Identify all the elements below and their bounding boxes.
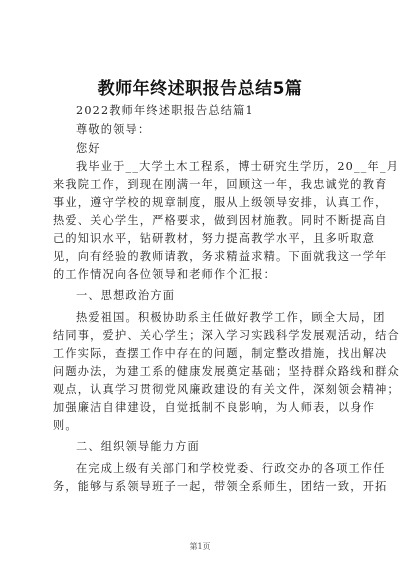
body-line: 观点，认真学习贯彻党风廉政建设的有关文件，深刻领会精神； [53,383,400,396]
greeting: 您好 [76,142,101,155]
body-line: 热爱祖国。积极协助系主任做好教学工作，顾全大局，团 [76,311,386,324]
body-line: 己的知识水平，钻研教材，努力提高教学水平，且多听取意 [53,232,376,245]
body-line: 见，向有经验的教师请教，务求精益求精。下面就我这一学年 [53,250,388,263]
body-line: 在完成上级有关部门和学校党委、行政交办的各项工作任 [76,462,386,475]
body-line: 事业，遵守学校的规章制度，服从上级领导安排，认真工作， [53,196,388,209]
body-line: 我毕业于__大学土木工程系，博士研究生学历，20__年_月 [76,160,400,173]
body-line: 来我院工作，到现在刚满一年，回顾这一年，我忠诚党的教育 [53,178,388,191]
body-line: 则。 [53,419,78,432]
section-heading-politics: 一、思想政治方面 [76,289,176,302]
body-line: 务，能够与系领导班子一起，带领全系师生，团结一致，开拓 [53,480,388,493]
page-number: 第1页 [189,542,211,551]
body-line: 结同事，爱护、关心学生；深入学习实践科学发展观活动，结合 [53,329,400,342]
body-line: 问题办法，为建工系的健康发展奠定基础；坚持群众路线和群众 [53,365,400,378]
section-subtitle: 2022教师年终述职报告总结篇1 [76,104,254,117]
section-heading-leadership: 二、组织领导能力方面 [76,440,200,453]
document-title: 教师年终述职报告总结5篇 [97,79,303,99]
body-line: 的工作情况向各位领导和老师作个汇报： [53,268,276,281]
body-line: 热爱、关心学生，严格要求，做到因材施教。同时不断提高自 [53,214,388,227]
body-line: 工作实际，查摆工作中存在的问题，制定整改措施，找出解决 [53,347,388,360]
body-line: 加强廉洁自律建设，自觉抵制不良影响，为人师表，以身作 [53,401,376,414]
salutation: 尊敬的领导： [76,123,151,136]
